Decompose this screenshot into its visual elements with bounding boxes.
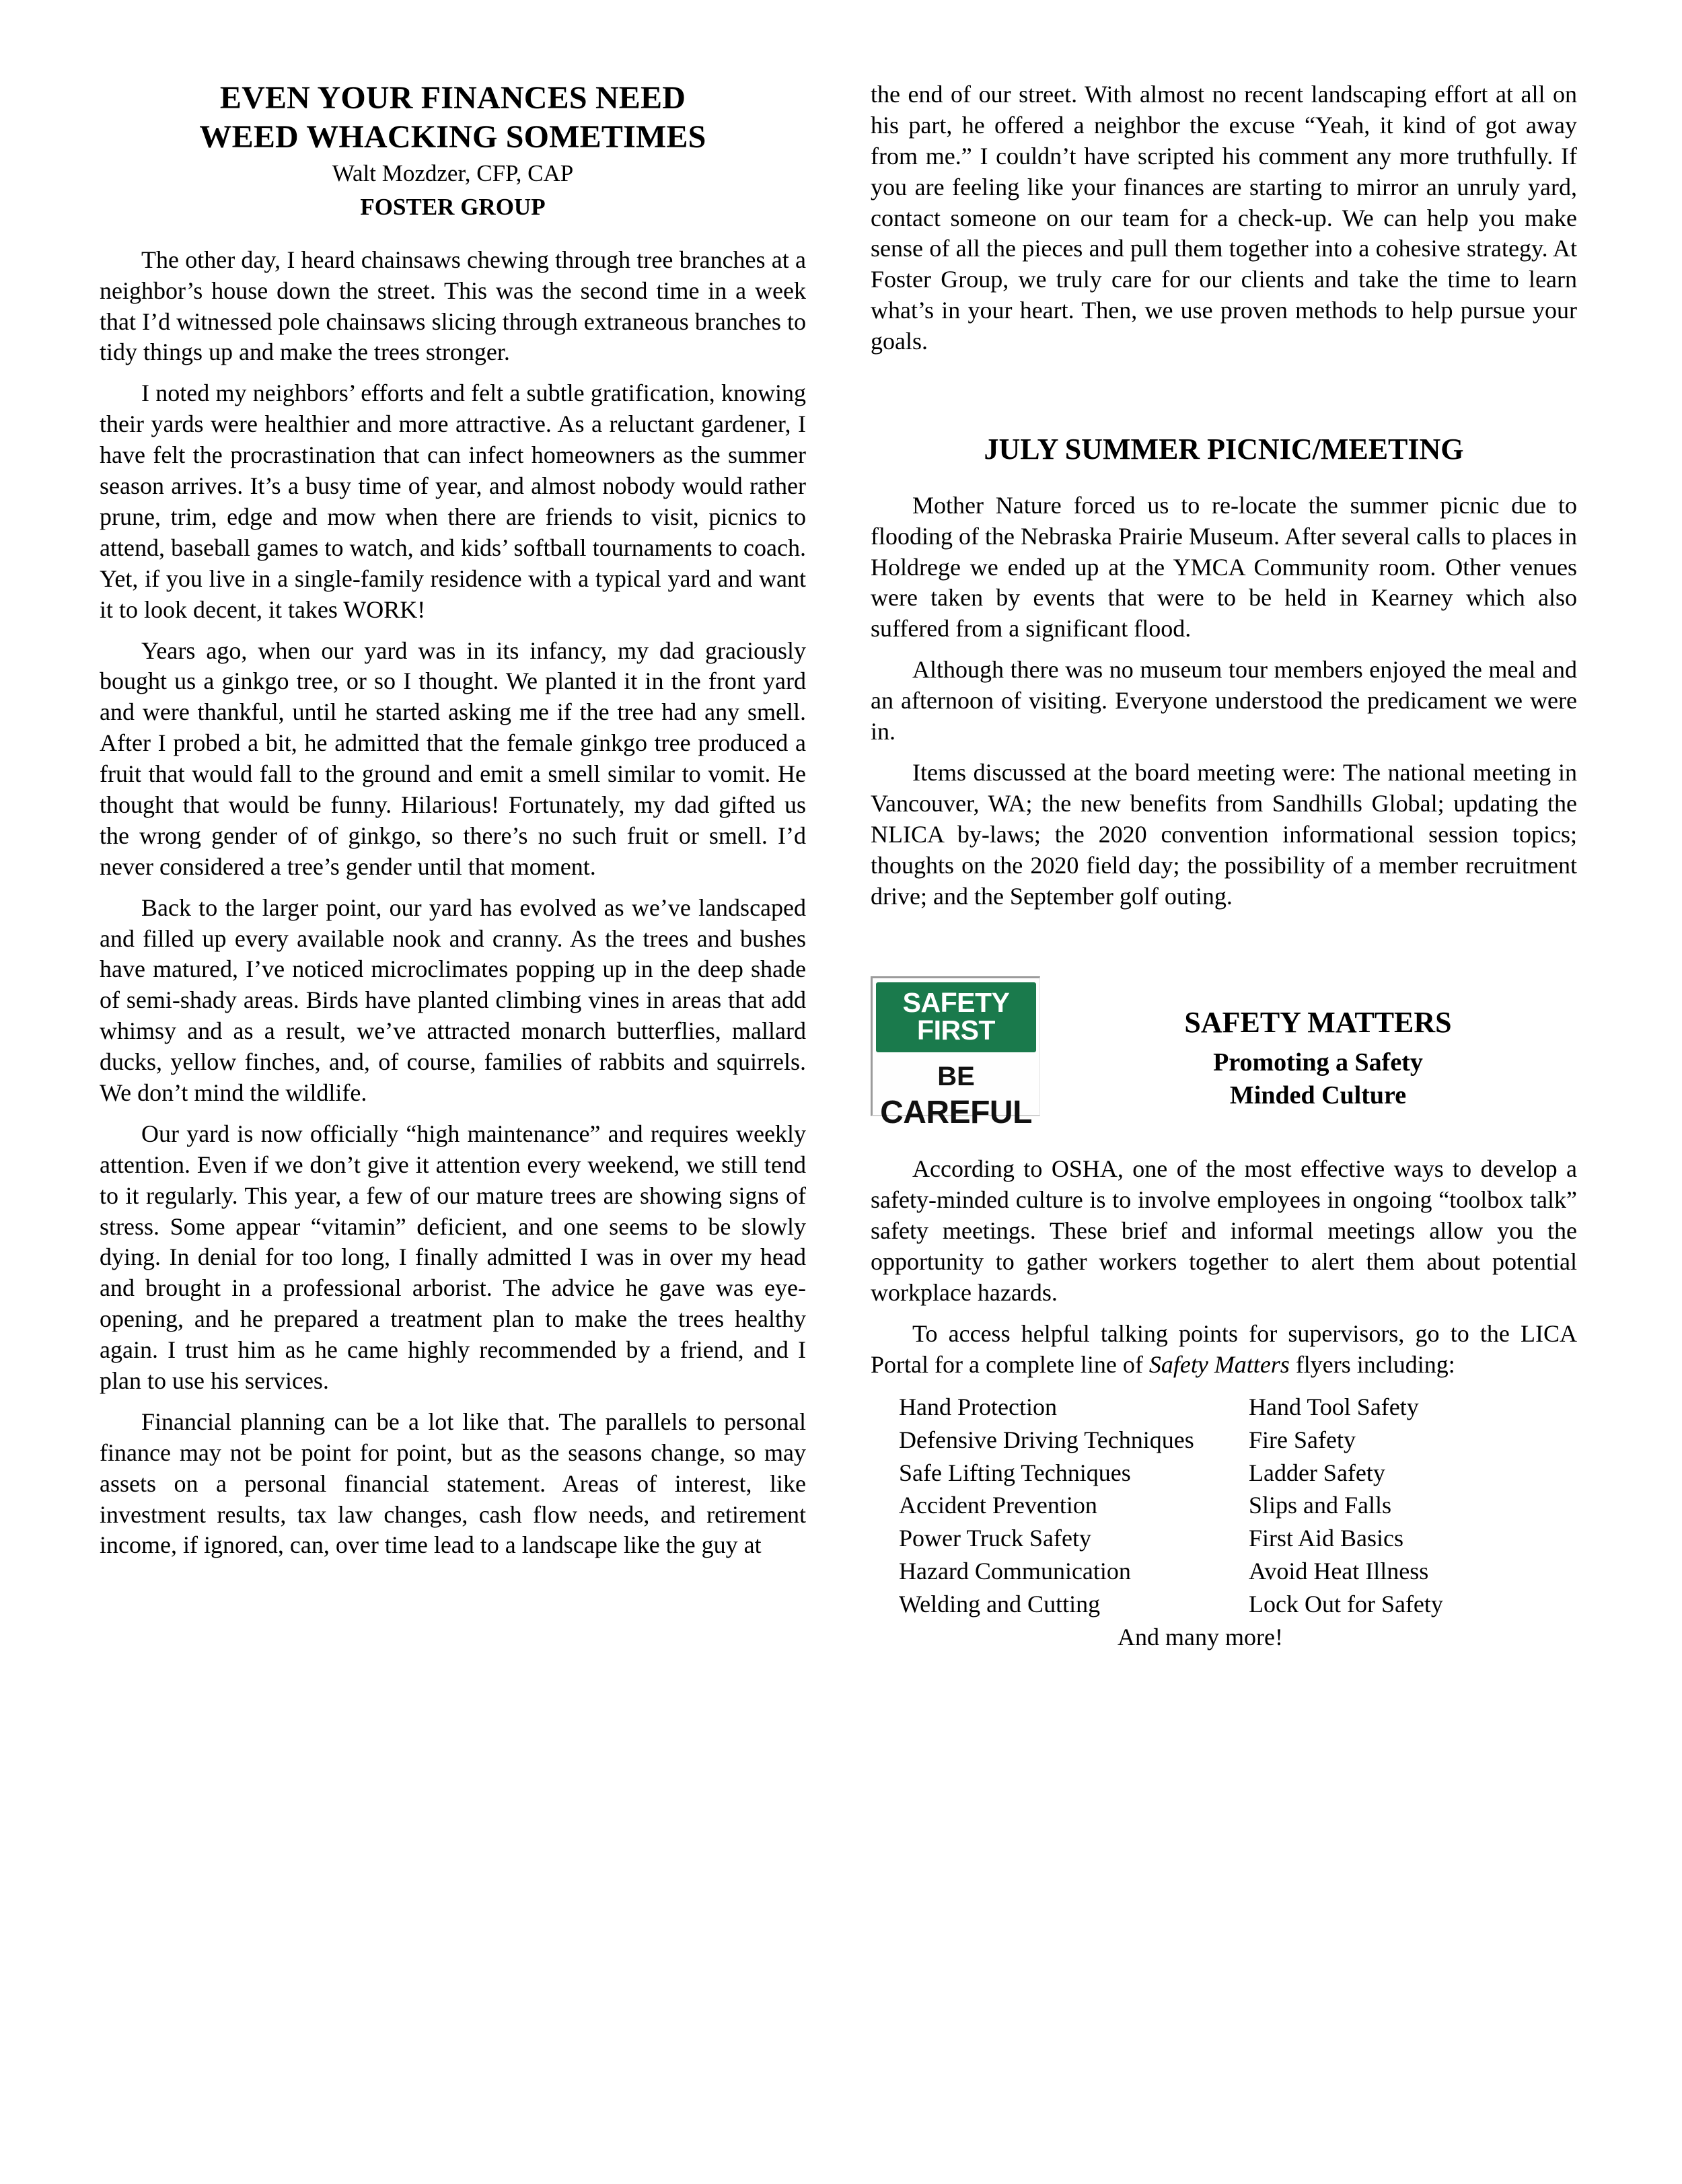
article-byline: Walt Mozdzer, CFP, CAP bbox=[332, 160, 574, 187]
article-paragraph: Years ago, when our yard was in its infancy, my dad graciously bought us a ginkgo tree, or so I thought. We planted it in the front yard and were thankful, until he started asking me if the tree had any smell. After I probed a bit, he admitted that the female ginkgo tree produced a fruit that would fall to the ground and emit a smell similar to vomit. He thought that would be funny. Hilarious! Fortunately, my dad gifted us the wrong gender of of ginkgo, so there’s no such fruit or smell. I’d never considered a tree’s gender until that moment. bbox=[100, 636, 806, 880]
article-paragraph: Back to the larger point, our yard has evolved as we’ve landscaped and filled up every available nook and cranny. As the trees and bushes have matured, I’ve noticed microclimates popping up in the deep shade of semi-shady areas. Birds have planted climbing vines in areas that add whimsy and as a result, we’ve attracted monarch butterflies, mallard ducks, yellow finches, and, of course, families of rabbits and squirrels. We don’t mind the wildlife. bbox=[100, 894, 806, 1106]
flyer-left: Defensive Driving Techniques bbox=[899, 1426, 1194, 1453]
safety-paragraph-osha: According to OSHA, one of the most effective ways to develop a safety-minded culture is to involve employees in ongoing “toolbox talk” safety meetings. These brief and informal meetings allow you the opportunity to gather workers together to alert them about potential workplace hazards. bbox=[871, 1155, 1577, 1306]
safety-flyer-list bbox=[871, 1391, 1577, 1622]
flyer-left: Welding and Cutting bbox=[899, 1591, 1101, 1618]
article-paragraph-continued: the end of our street. With almost no recent landscaping effort at all on his part, he offered a neighbor the excuse “Yeah, it kind of got away from me.” I couldn’t have scripted his comment any more truthfully. If you are feeling like your finances are starting to mirror an unruly yard, contact someone on our team for a check-up. We can help you make sense of all the pieces and pull them together into a cohesive strategy. At Foster Group, we truly care for our clients and take the time to learn what’s in your heart. Then, we use proven methods to help pursue your goals. bbox=[871, 81, 1577, 355]
safety-heading-block bbox=[1059, 976, 1577, 1112]
safety-first-sign-image bbox=[871, 976, 1040, 1131]
safety-matters-title: SAFETY MATTERS bbox=[1184, 1006, 1452, 1040]
safety-first-banner-text: SAFETY FIRST bbox=[902, 987, 1010, 1046]
flyer-list-item bbox=[899, 1489, 1577, 1522]
safety-subheading-line-2: Minded Culture bbox=[1229, 1081, 1407, 1110]
safety-header-row bbox=[871, 976, 1577, 1131]
flyer-left: Accident Prevention bbox=[899, 1492, 1097, 1519]
safety-sign-line-2: BE bbox=[937, 1062, 975, 1092]
article-title-line-1: EVEN YOUR FINANCES NEED bbox=[219, 80, 686, 116]
portal-text-part-2: flyers including: bbox=[1289, 1350, 1455, 1378]
spacer bbox=[871, 912, 1577, 976]
safety-subheading-line-1: Promoting a Safety bbox=[1213, 1048, 1423, 1077]
picnic-paragraph: Mother Nature forced us to re-locate the summer picnic due to flooding of the Nebraska Prairie Museum. After several calls to places in Holdrege we ended up at the YMCA Community room. Other venues were taken by events that were to be held in Kearney which also suffered from a significant flood. bbox=[871, 491, 1577, 643]
flyer-list-item bbox=[899, 1588, 1577, 1621]
safety-sign-line-3: CAREFUL bbox=[880, 1095, 1032, 1131]
right-column bbox=[871, 79, 1577, 2144]
safety-flyer-footer: And many more! bbox=[1118, 1624, 1283, 1651]
two-column-layout bbox=[100, 79, 1582, 2144]
picnic-paragraph: Items discussed at the board meeting were: The national meeting in Vancouver, WA; the new benefits from Sandhills Global; updating the NLICA by-laws; the 2020 convention informational session topics; thoughts on the 2020 field day; the possibility of a member recruitment drive; and the September golf outing. bbox=[871, 758, 1577, 910]
portal-text-part-1: To access helpful talking points for supervisors, go to the LICA Portal for a complete line of bbox=[871, 1319, 1577, 1378]
flyer-right: Lock Out for Safety bbox=[1249, 1591, 1443, 1618]
flyer-right: Slips and Falls bbox=[1249, 1492, 1392, 1519]
flyer-left: Power Truck Safety bbox=[899, 1525, 1091, 1552]
article-paragraph: The other day, I heard chainsaws chewing through tree branches at a neighbor’s house down the street. This was the second time in a week that I’d witnessed pole chainsaws slicing through extraneous branches to tidy things up and make the trees stronger. bbox=[100, 246, 806, 366]
flyer-list-item bbox=[899, 1555, 1577, 1588]
picnic-section-title: JULY SUMMER PICNIC/MEETING bbox=[984, 433, 1464, 466]
flyer-right: Ladder Safety bbox=[1249, 1459, 1385, 1486]
spacer bbox=[100, 222, 806, 245]
safety-paragraph-portal bbox=[871, 1319, 1577, 1381]
safety-first-banner bbox=[876, 982, 1036, 1052]
article-title-line-2: WEED WHACKING SOMETIMES bbox=[199, 119, 706, 155]
article-organization: FOSTER GROUP bbox=[360, 194, 546, 221]
picnic-paragraph: Although there was no museum tour members enjoyed the meal and an afternoon of visiting. Everyone understood the predicament we were in. bbox=[871, 656, 1577, 745]
flyer-right: Hand Tool Safety bbox=[1249, 1393, 1419, 1420]
flyer-list-item bbox=[899, 1391, 1577, 1424]
article-paragraph: I noted my neighbors’ efforts and felt a subtle gratification, knowing their yards were healthier and more attractive. As a reluctant gardener, I have felt the procrastination that can infect homeowners as the summer season arrives. It’s a busy time of year, and almost nobody would rather prune, trim, edge and mow when there are friends to visit, picnics to attend, baseball games to watch, and kids’ softball tournaments to coach. Yet, if you live in a single-family residence with a typical yard and want it to look decent, it takes WORK! bbox=[100, 379, 806, 623]
left-column bbox=[100, 79, 806, 2144]
flyer-left: Hand Protection bbox=[899, 1393, 1057, 1420]
spacer bbox=[871, 367, 1577, 432]
flyer-right: Avoid Heat Illness bbox=[1249, 1558, 1429, 1585]
flyer-list-item bbox=[899, 1522, 1577, 1555]
flyer-list-item bbox=[899, 1457, 1577, 1490]
flyer-right: Fire Safety bbox=[1249, 1426, 1356, 1453]
safety-matters-italic: Safety Matters bbox=[1148, 1350, 1290, 1378]
article-paragraph: Our yard is now officially “high maintenance” and requires weekly attention. Even if we don’t give it attention every weekend, we still tend to it regularly. This year, a few of our mature trees are showing signs of stress. Some appear “vitamin” deficient, and one seems to be slowly dying. In denial for too long, I finally admitted I was in over my head and brought in a professional arborist. The advice he gave was eye-opening, and he prepared a treatment plan to make the trees healthy again. I trust him as he came highly recommended by a friend, and I plan to use his services. bbox=[100, 1120, 806, 1394]
flyer-right: First Aid Basics bbox=[1249, 1525, 1404, 1552]
article-paragraph: Financial planning can be a lot like that. The parallels to personal finance may not be point for point, but as the seasons change, so may assets on a personal financial statement. Areas of interest, like investment results, tax law changes, cash flow needs, and retirement income, if ignored, can, over time lead to a landscape like the guy at bbox=[100, 1408, 806, 1559]
flyer-left: Hazard Communication bbox=[899, 1558, 1131, 1585]
spacer bbox=[871, 468, 1577, 490]
flyer-list-item bbox=[899, 1424, 1577, 1457]
flyer-left: Safe Lifting Techniques bbox=[899, 1459, 1131, 1486]
